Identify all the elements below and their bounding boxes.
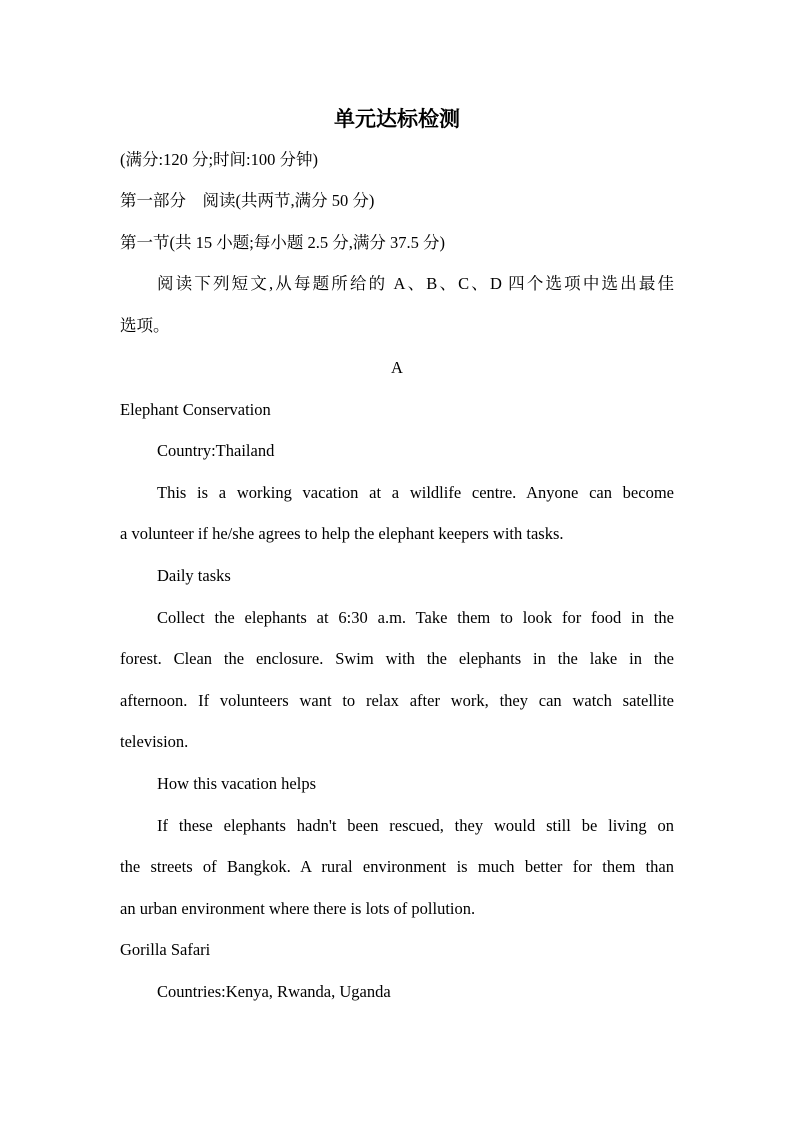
instruction-line: 阅读下列短文,从每题所给的 A、B、C、D 四个选项中选出最佳 [157, 274, 674, 293]
subheading: How this vacation helps [157, 774, 317, 793]
page-title: 单元达标检测 [334, 106, 460, 131]
subheading: Daily tasks [157, 566, 231, 585]
country-line: Countries:Kenya, Rwanda, Uganda [157, 982, 391, 1001]
instruction-line: 选项。 [120, 316, 170, 335]
section-heading: 第一节(共 15 小题;每小题 2.5 分,满分 37.5 分) [120, 233, 445, 252]
paragraph-line: Collect the elephants at 6:30 a.m. Take them to look for food in the [157, 608, 674, 627]
paragraph-line: television. [120, 732, 189, 751]
paragraph-line: the streets of Bangkok. A rural environment is much better for them than [120, 857, 674, 876]
passage-label: A [391, 358, 403, 377]
paragraph-line: a volunteer if he/she agrees to help the elephant keepers with tasks. [120, 524, 564, 543]
paragraph-line: an urban environment where there is lots of pollution. [120, 899, 476, 918]
passage-heading: Gorilla Safari [120, 940, 211, 959]
paragraph-line: This is a working vacation at a wildlife centre. Anyone can become [157, 483, 674, 502]
paragraph-line: afternoon. If volunteers want to relax after work, they can watch satellite [120, 691, 674, 710]
country-line: Country:Thailand [157, 441, 275, 460]
paragraph-line: forest. Clean the enclosure. Swim with the elephants in the lake in the [120, 649, 674, 668]
part-heading: 第一部分 阅读(共两节,满分 50 分) [120, 191, 375, 210]
score-time-info: (满分:120 分;时间:100 分钟) [120, 150, 318, 169]
passage-heading: Elephant Conservation [120, 400, 271, 419]
paragraph-line: If these elephants hadn't been rescued, they would still be living on [157, 816, 674, 835]
